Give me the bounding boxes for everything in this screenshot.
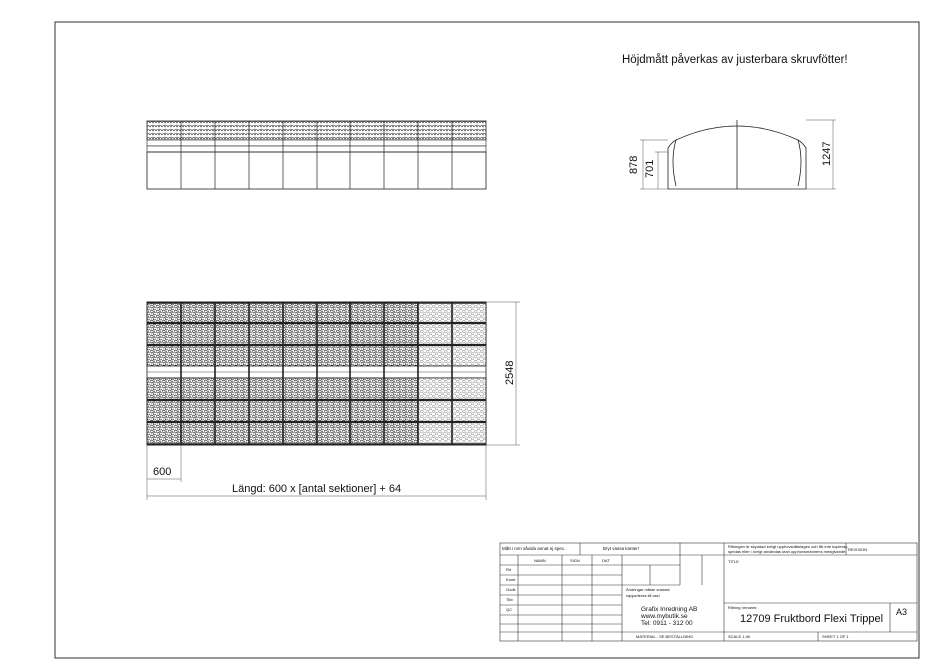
side-view	[640, 120, 836, 189]
col-dat: DAT	[602, 558, 610, 563]
company-phone: Tel: 0911 - 312 00	[641, 620, 693, 627]
col-namn: NAMN	[534, 558, 546, 563]
title-label: TITLE	[728, 559, 739, 564]
row-qc: QC	[506, 607, 512, 612]
front-view	[147, 121, 486, 189]
dim-701: 701	[644, 159, 656, 178]
edge-note: Bryt vassa kanter!	[603, 546, 640, 551]
scale-label: SCALE 1:40	[728, 634, 751, 639]
material-label: MATERIAL - SE BESTÄLLNING	[636, 634, 694, 639]
drawing-title: 12709 Fruktbord Flexi Trippel	[740, 613, 884, 625]
revision-label: REVISION	[848, 547, 868, 552]
sheet-label: SHEET 1 OF 1	[822, 634, 849, 639]
dim-600: 600	[153, 466, 172, 478]
tolerance-note: Mått i mm såvida annat ej spec.	[502, 546, 566, 551]
row-godk: Godk	[506, 587, 516, 592]
change-note-2: rapporteras till oss!	[626, 593, 660, 598]
row-rit: Rit	[506, 567, 511, 572]
length-formula: Längd: 600 x [antal sektioner] + 64	[232, 483, 402, 495]
company-name: Grafix Inredning AB	[641, 606, 698, 613]
drawing-number-label: Ritning nr/namn:	[728, 605, 758, 610]
company-web: www.mybutik.se	[641, 613, 688, 620]
dim-1247: 1247	[821, 141, 833, 166]
height-note: Höjdmått påverkas av justerbara skruvfötter!	[622, 54, 848, 66]
top-view	[147, 302, 520, 500]
row-tillv: Tillv	[506, 597, 513, 602]
dim-878: 878	[628, 155, 640, 174]
title-block	[500, 543, 917, 641]
col-sign: SIGN	[570, 558, 580, 563]
sheet-size: A3	[896, 607, 908, 617]
row-kontr: Kontr	[506, 577, 516, 582]
copyright-1: Ritningen är skyddad enligt upphovsrättslagen och får inte kopieras,	[728, 544, 849, 549]
change-note-1: Ändringar måste snarast	[626, 587, 670, 592]
dim-2548: 2548	[504, 360, 516, 385]
copyright-2: spridas eller i övrigt användas utan upphovsmannens medgivande.	[728, 549, 847, 554]
